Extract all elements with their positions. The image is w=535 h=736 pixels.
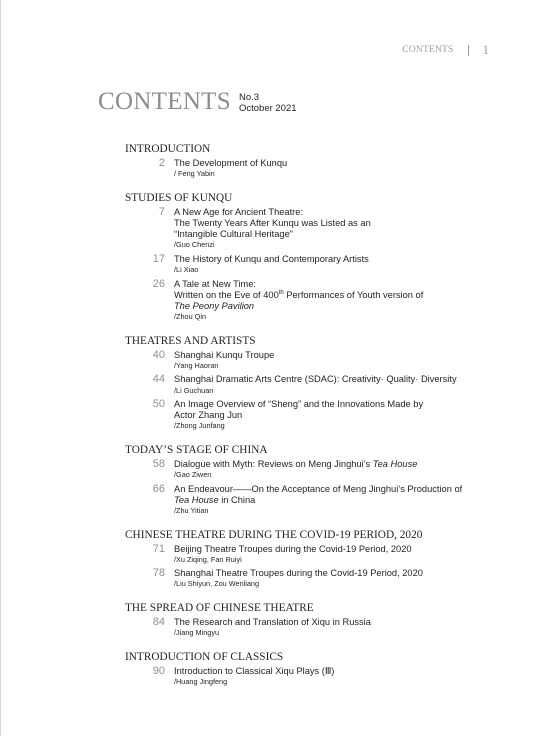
entry-title-line: An Endeavour——On the Acceptance of Meng Jinghui’s Production of: [174, 483, 463, 494]
toc-entry[interactable]: [125, 484, 505, 516]
entry-title: Shanghai Kunqu Troupe: [174, 349, 275, 360]
toc-entry[interactable]: [125, 207, 505, 250]
entry-title: Shanghai Dramatic Arts Centre (SDAC): Creativity· Quality· Diversity: [174, 374, 457, 385]
entry-page-number: 40: [152, 348, 165, 361]
entry-author: /Liu Shiyun, Zou Wenliang: [174, 579, 260, 589]
page-number: 1: [482, 42, 489, 57]
entry-title-line: Actor Zhang Jun: [174, 410, 243, 421]
section-heading: INTRODUCTION OF CLASSICS: [125, 650, 284, 663]
entry-title-line: A Tale at New Time:: [174, 278, 256, 289]
entry-title-text: Performances of Youth version of: [283, 289, 424, 300]
entry-page-number: 2: [158, 157, 165, 169]
ordinal-superscript: th: [278, 289, 284, 296]
entry-page-number: 17: [152, 252, 165, 265]
contents-title: CONTENTS: [98, 88, 231, 115]
entry-title-line: A New Age for Ancient Theatre:: [174, 206, 304, 217]
page-edge-line: [0, 0, 1, 736]
table-of-contents: [125, 142, 505, 690]
entry-page-number: 90: [152, 664, 165, 677]
entry-author: /Xu Ziqing, Fan Ruiyi: [174, 554, 242, 564]
entry-title-line: “Intangible Cultural Heritage”: [174, 229, 293, 240]
running-header-label: CONTENTS: [402, 45, 454, 55]
toc-entry[interactable]: [125, 617, 505, 638]
entry-title-line: [174, 290, 505, 301]
entry-title-line: [174, 301, 505, 312]
entry-title-text: Written on the Eve of 400: [174, 289, 279, 300]
entry-title-line: The Twenty Years After Kunqu was Listed as an: [174, 217, 371, 228]
entry-author: /Zhou Qin: [174, 312, 207, 322]
issue-number: No.3: [238, 92, 260, 103]
section-heading: TODAY’S STAGE OF CHINA: [125, 443, 268, 456]
entry-title-line: [174, 495, 505, 506]
issue-info: [239, 92, 297, 114]
toc-entry[interactable]: [125, 350, 505, 371]
entry-page-number: 71: [152, 542, 165, 555]
entry-title: Introduction to Classical Xiqu Plays (Ⅲ): [174, 665, 335, 676]
entry-title: The Research and Translation of Xiqu in Russia: [174, 616, 371, 627]
section-heading: THE SPREAD OF CHINESE THEATRE: [125, 601, 314, 614]
entry-page-number: 84: [152, 615, 165, 628]
entry-author: /Yang Haoran: [174, 360, 219, 370]
entry-title-line: [174, 459, 505, 470]
header-separator: [468, 45, 469, 56]
entry-title-line: An Image Overview of “Sheng” and the Innovations Made by: [174, 399, 424, 410]
entry-page-number: 78: [152, 567, 165, 580]
section-heading: INTRODUCTION: [125, 143, 211, 155]
contents-title-block: [98, 88, 297, 116]
entry-page-number: 26: [152, 277, 165, 290]
issue-date: October 2021: [238, 103, 297, 114]
section-heading: STUDIES OF KUNQU: [125, 191, 233, 204]
toc-entry[interactable]: [125, 399, 505, 431]
toc-entry[interactable]: [125, 568, 505, 589]
entry-title: The Development of Kunqu: [174, 158, 288, 168]
toc-entry[interactable]: [125, 459, 505, 480]
play-title-italic: The Peony Pavilion: [174, 300, 255, 311]
entry-page-number: 44: [152, 373, 165, 386]
entry-page-number: 58: [152, 457, 165, 470]
entry-author: /Guo Chenzi: [174, 240, 215, 250]
running-header: [402, 42, 489, 58]
entry-author: /Jiang Mingyu: [174, 628, 220, 638]
entry-author: / Feng Yabin: [174, 169, 215, 179]
toc-entry[interactable]: [125, 666, 505, 687]
toc-entry[interactable]: [125, 544, 505, 565]
toc-entry[interactable]: [125, 279, 505, 322]
entry-author: /Li Xiao: [174, 265, 199, 275]
entry-page-number: 7: [158, 205, 165, 218]
play-title-italic: Tea House: [174, 494, 219, 505]
entry-title-text: Dialogue with Myth: Reviews on Meng Jinghui’s: [174, 458, 373, 469]
section-heading: CHINESE THEATRE DURING THE COVID-19 PERIOD, 2020: [125, 528, 423, 541]
entry-author: /Li Guchuan: [174, 385, 214, 395]
entry-page-number: 66: [152, 482, 165, 495]
entry-author: /Zhu Yitian: [174, 506, 209, 516]
entry-title: The History of Kunqu and Contemporary Artists: [174, 253, 369, 264]
entry-author: /Gao Ziwen: [174, 470, 212, 480]
section-heading: THEATRES AND ARTISTS: [125, 334, 256, 347]
entry-page-number: 50: [152, 398, 165, 411]
entry-title-text: in China: [218, 494, 256, 505]
entry-author: /Zhong Junfang: [174, 421, 225, 431]
toc-entry[interactable]: [125, 254, 505, 275]
entry-author: /Huang Jingfeng: [174, 676, 228, 686]
toc-entry[interactable]: [125, 158, 505, 179]
entry-title: Beijing Theatre Troupes during the Covid-19 Period, 2020: [174, 543, 412, 554]
toc-entry[interactable]: [125, 374, 505, 395]
play-title-italic: Tea House: [372, 458, 418, 469]
entry-title: Shanghai Theatre Troupes during the Covid-19 Period, 2020: [174, 568, 423, 579]
